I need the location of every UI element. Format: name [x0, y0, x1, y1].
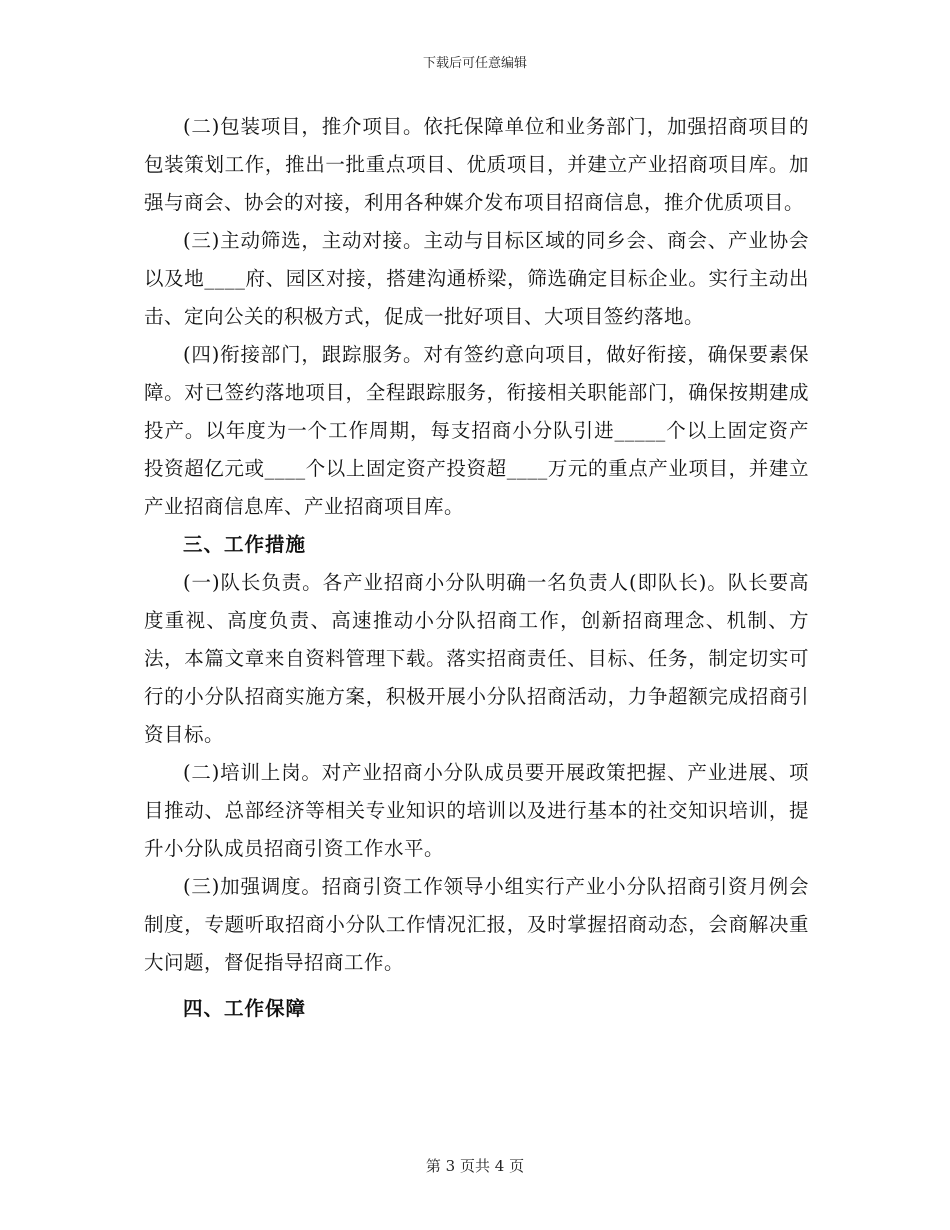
- paragraph-follow-up-service: (四)衔接部门，跟踪服务。对有签约意向项目，做好衔接，确保要素保障。对已签约落地项目，全程跟踪服务，衔接相关职能部门，确保按期建成投产。以年度为一个工作周期，每支招商小分队引进_____个以上固定资产投资超亿元或____个以上固定资产投资超____万元的重点产业项目，并建立产业招商信息库、产业招商项目库。: [144, 343, 809, 518]
- paragraph-packaging-projects: (二)包装项目，推介项目。依托保障单位和业务部门，加强招商项目的包装策划工作，推出一批重点项目、优质项目，并建立产业招商项目库。加强与商会、协会的对接，利用各种媒介发布项目招商信息，推介优质项目。: [144, 115, 809, 214]
- paragraph-team-leader: (一)队长负责。各产业招商小分队明确一名负责人(即队长)。队长要高度重视、高度负责、高速推动小分队招商工作，创新招商理念、机制、方法，本篇文章来自资料管理下载。落实招商责任、目标、任务，制定切实可行的小分队招商实施方案，积极开展小分队招商活动，力争超额完成招商引资目标。: [144, 571, 809, 746]
- paragraph-scheduling: (三)加强调度。招商引资工作领导小组实行产业小分队招商引资月例会制度，专题听取招商小分队工作情况汇报，及时掌握招商动态，会商解决重大问题，督促指导招商工作。: [144, 875, 809, 974]
- document-body: [144, 108, 809, 1028]
- page-header-note: 下载后可任意编辑: [422, 56, 527, 71]
- page-footer-number: 第 3 页共 4 页: [425, 1157, 525, 1175]
- paragraph-active-screening: (三)主动筛选，主动对接。主动与目标区域的同乡会、商会、产业协会以及地____府、园区对接，搭建沟通桥梁，筛选确定目标企业。实行主动出击、定向公关的积极方式，促成一批好项目、大项目签约落地。: [144, 229, 809, 328]
- paragraph-training: (二)培训上岗。对产业招商小分队成员要开展政策把握、产业进展、项目推动、总部经济等相关专业知识的培训以及进行基本的社交知识培训，提升小分队成员招商引资工作水平。: [144, 761, 809, 860]
- section-heading-work-measures: 三、工作措施: [183, 533, 307, 556]
- section-heading-work-guarantee: 四、工作保障: [183, 997, 307, 1020]
